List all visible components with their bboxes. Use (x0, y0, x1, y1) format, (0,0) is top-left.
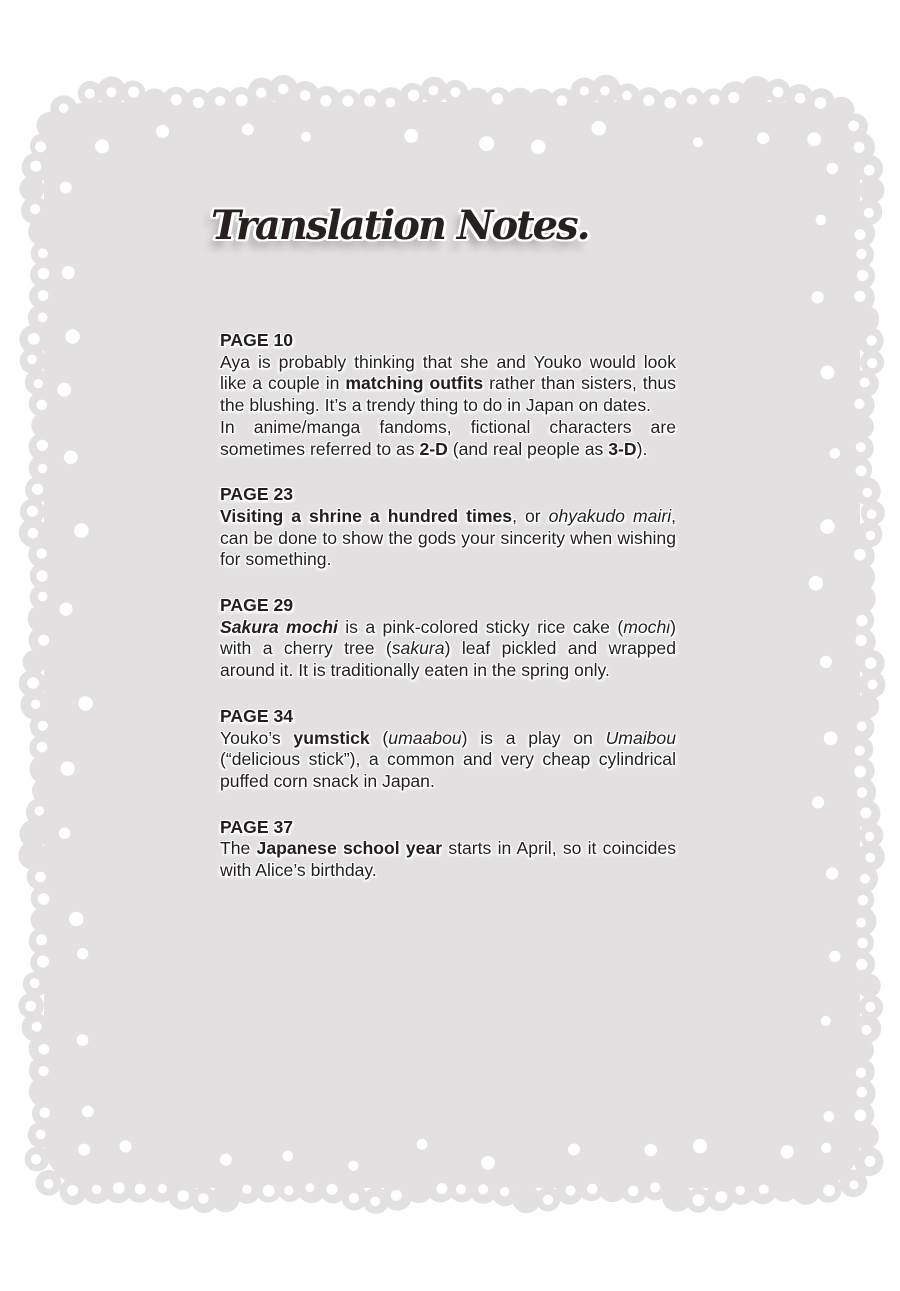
section-heading: PAGE 29 (220, 595, 294, 616)
text-run: (and real people as (447, 438, 609, 459)
text-run: Youko’s (220, 727, 294, 748)
section-heading: PAGE 23 (220, 484, 294, 505)
note-section (220, 817, 676, 882)
text-run: Japanese school year (256, 838, 443, 859)
text-run: , or (512, 505, 549, 526)
section-paragraph (220, 617, 676, 682)
section-paragraph (220, 728, 676, 793)
text-run: ) leaf pickled and wrapped around it. It is traditionally eaten in the spring only. (220, 638, 677, 681)
text-run: ) with a cherry tree ( (220, 616, 676, 659)
text-run: Sakura mochi (220, 616, 338, 637)
text-run: ohyakudo mairi (548, 505, 672, 526)
section-paragraph (220, 838, 676, 881)
note-section (220, 330, 676, 460)
section-heading: PAGE 10 (220, 330, 294, 350)
section-paragraph (220, 417, 676, 460)
text-run: The (220, 838, 257, 859)
text-run: 2-D (419, 438, 448, 459)
page-title: Translation Notes. (211, 202, 589, 249)
text-run: Aya is probably thinking that she and Youko would look like a couple in (220, 351, 676, 394)
section-heading: PAGE 37 (220, 816, 294, 837)
section-paragraph (220, 506, 676, 571)
section-heading: PAGE 34 (220, 705, 294, 726)
note-section (220, 595, 676, 682)
text-run: Umaibou (605, 727, 677, 748)
text-run: mochi (623, 616, 671, 637)
text-run: (“delicious stick”), a common and very cheap cylindrical puffed corn snack in Japan. (220, 749, 676, 791)
text-run: In anime/manga fandoms, fictional characters are sometimes referred to as (220, 416, 676, 459)
notes-sections (220, 330, 676, 906)
note-section (220, 706, 676, 793)
text-run: yumstick (293, 727, 370, 748)
text-run: , can be done to show the gods your sincerity when wishing for something. (220, 505, 676, 570)
text-run: 3-D (608, 438, 637, 459)
text-run: rather than sisters, thus the blushing. It’s a trendy thing to do in Japan on dates. (220, 373, 676, 416)
text-run: ( (369, 727, 389, 748)
text-run: ) is a play on (461, 727, 606, 748)
note-section (220, 484, 676, 571)
text-run: Visiting a shrine a hundred times (220, 505, 513, 526)
text-run: ). (636, 438, 648, 459)
text-run: is a pink-colored sticky rice cake ( (337, 616, 624, 637)
text-run: sakura (391, 638, 445, 659)
text-run: umaabou (388, 727, 462, 748)
section-paragraph (220, 352, 676, 417)
text-run: starts in April, so it coincides with Alice’s birthday. (220, 838, 676, 881)
text-run: matching outfits (345, 373, 484, 394)
